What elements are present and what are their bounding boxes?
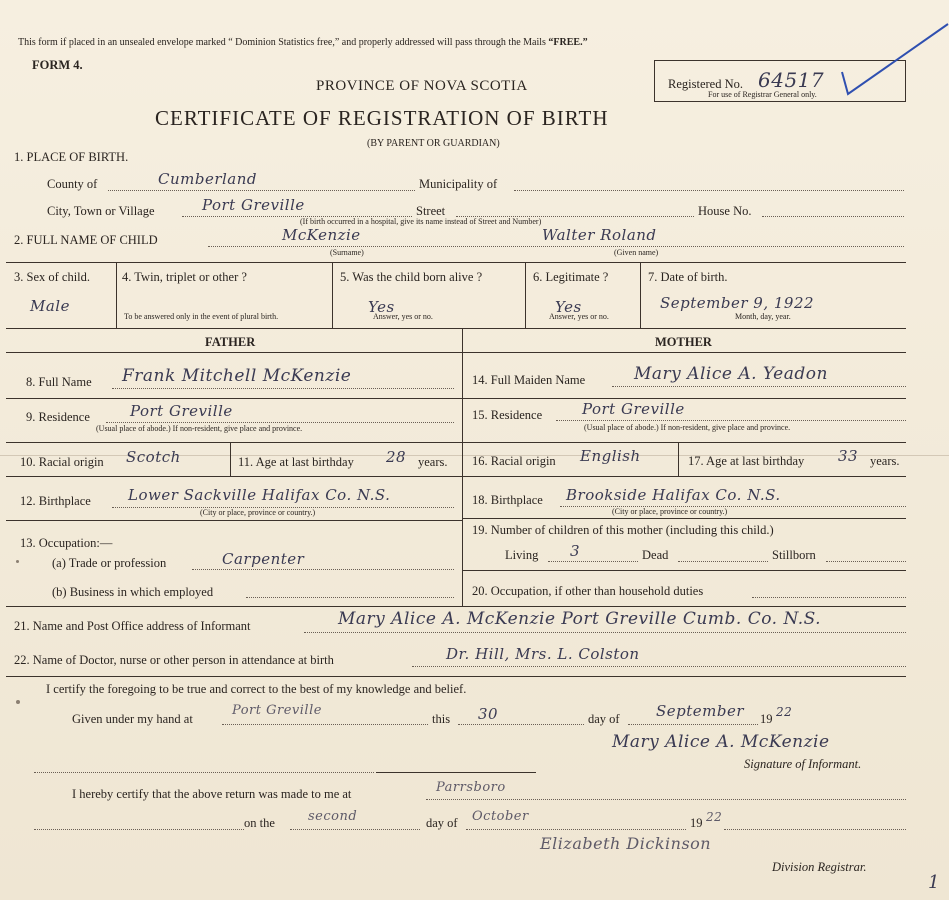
father-residence-value: Port Greville [130,402,233,420]
father-residence-line [106,422,454,423]
mother-occupation-label: 20. Occupation, if other than household duties [472,584,704,598]
living-value: 3 [570,542,581,560]
rule [6,520,462,521]
father-residence-label: 9. Residence [26,410,90,424]
county-value: Cumberland [158,170,258,188]
legitimate-value: Yes [555,298,582,316]
informant-signature-label: Signature of Informant. [744,757,862,771]
rule [6,262,906,263]
day-line [458,724,584,725]
rule [6,398,462,399]
registrar-label: Division Registrar. [772,860,867,874]
doctor-label: 22. Name of Doctor, nurse or other person in attendance at birth [14,653,334,667]
stillborn-line [826,561,906,562]
mother-race-value: English [580,447,641,465]
rule [462,328,463,606]
mother-name-line [612,386,906,387]
city-value: Port Greville [202,196,305,214]
rule [6,352,906,353]
day-value: 30 [478,705,499,723]
mother-birthplace-label: 18. Birthplace [472,493,543,507]
county-line [108,190,415,191]
punch-mark [16,700,20,704]
informant-signature: Mary Alice A. McKenzie [612,732,830,752]
form-number: FORM 4. [32,58,83,72]
father-birthplace-label: 12. Birthplace [20,494,91,508]
rule [6,676,906,677]
return-place-value: Parrsboro [436,780,506,795]
rule [6,328,906,329]
place-of-birth-heading: 1. PLACE OF BIRTH. [14,150,129,164]
given-place-line [222,724,428,725]
mother-residence-value: Port Greville [582,400,685,418]
father-heading: FATHER [205,335,256,349]
living-label: Living [505,548,539,562]
year-prefix: 19 [760,712,773,726]
mother-residence-note: (Usual place of abode.) If non-resident, give place and province. [584,423,791,432]
hospital-note: (If birth occurred in a hospital, give its name instead of Street and Number) [300,217,542,226]
mother-residence-label: 15. Residence [472,408,543,422]
legitimate-note: Answer, yes or no. [549,312,609,321]
rule [230,442,231,476]
father-trade-line [192,569,454,570]
child-surname: McKenzie [282,226,361,244]
dob-value: September 9, 1922 [660,294,815,312]
sex-label: 3. Sex of child. [14,270,91,284]
registered-number: 64517 [758,68,825,92]
father-age-label: 11. Age at last birthday [238,455,354,469]
rule [332,262,333,328]
house-label: House No. [698,204,752,218]
year2-value: 22 [706,810,723,824]
dead-label: Dead [642,548,669,562]
mother-name-value: Mary Alice A. Yeadon [634,364,828,384]
doctor-line [412,666,906,667]
municipality-label: Municipality of [419,177,498,191]
street-label: Street [416,204,446,218]
legitimate-label: 6. Legitimate ? [533,270,609,284]
father-name-line [112,388,454,389]
county-label: County of [47,177,98,191]
rule [678,442,679,476]
year2-line [724,829,906,830]
rule [6,442,462,443]
month-value: September [656,702,745,720]
informant-blank-line [34,772,374,773]
certify-statement: I certify the foregoing to be true and correct to the best of my knowledge and belief. [46,682,467,696]
rule [462,518,906,519]
dead-line [678,561,768,562]
mother-years: years. [870,454,900,468]
father-trade-label: (a) Trade or profession [52,556,167,570]
surname-note: (Surname) [330,248,364,257]
mail-notice-text: This form if placed in an unsealed envelope marked “ Dominion Statistics free,” and properly addressed will pass through the Mails [18,37,546,48]
house-line [762,216,904,217]
registered-label: Registered No. [668,77,743,91]
mother-race-label: 16. Racial origin [472,454,556,468]
mother-age-label: 17. Age at last birthday [688,454,805,468]
registrar-use-note: For use of Registrar General only. [708,90,817,99]
rule [462,398,906,399]
father-trade-value: Carpenter [222,550,305,568]
rule [6,606,906,607]
mail-notice [18,37,588,48]
doctor-value: Dr. Hill, Mrs. L. Colston [446,645,640,663]
on-blank-line [34,829,244,830]
mother-residence-line [556,420,906,421]
on-the-label: on the [244,816,275,830]
living-line [548,561,638,562]
alive-value: Yes [368,298,395,316]
check-mark-icon [812,20,949,100]
dob-label: 7. Date of birth. [648,270,728,284]
twin-label: 4. Twin, triplet or other ? [122,270,247,284]
day-of-label: day of [588,712,620,726]
mother-name-label: 14. Full Maiden Name [472,373,586,387]
rule [376,772,536,773]
registrar-signature: Elizabeth Dickinson [540,834,712,853]
year-value: 22 [776,705,793,719]
mother-birthplace-note: (City or place, province or country.) [612,507,728,516]
municipality-line [514,190,904,191]
punch-mark [16,560,19,563]
on-the-line [290,829,420,830]
mother-occupation-line [752,597,906,598]
rule [116,262,117,328]
stillborn-label: Stillborn [772,548,816,562]
father-race-value: Scotch [126,448,181,466]
year2-prefix: 19 [690,816,703,830]
sex-value: Male [30,297,70,315]
father-business-line [246,597,454,598]
children-label: 19. Number of children of this mother (including this child.) [472,523,774,537]
father-birthplace-note: (City or place, province or country.) [200,508,316,517]
certificate-subtitle: (BY PARENT OR GUARDIAN) [367,138,500,149]
given-name-note: (Given name) [614,248,659,257]
father-name-value: Frank Mitchell McKenzie [122,366,352,386]
day-of2-label: day of [426,816,458,830]
father-name-label: 8. Full Name [26,375,92,389]
province-heading: PROVINCE OF NOVA SCOTIA [316,78,528,94]
alive-note: Answer, yes or no. [373,312,433,321]
child-name-line [208,246,904,247]
father-years: years. [418,455,448,469]
given-under-label: Given under my hand at [72,712,193,726]
rule [462,442,906,443]
rule [462,476,906,477]
return-label: I hereby certify that the above return was made to me at [72,787,352,801]
father-age-value: 28 [386,448,407,466]
father-birthplace-value: Lower Sackville Halifax Co. N.S. [128,486,391,504]
informant-line [304,632,906,633]
month-line [628,724,758,725]
rule [6,476,462,477]
twin-note: To be answered only in the event of plural birth. [124,312,279,321]
mother-birthplace-value: Brookside Halifax Co. N.S. [566,486,781,504]
mail-notice-free: “FREE.” [548,37,588,48]
rule [462,570,906,571]
child-given-name: Walter Roland [542,226,657,244]
month2-line [466,829,686,830]
mother-heading: MOTHER [655,335,712,349]
on-the-value: second [308,809,358,824]
alive-label: 5. Was the child born alive ? [340,270,483,284]
father-residence-note: (Usual place of abode.) If non-resident, give place and province. [96,424,303,433]
father-occupation-label: 13. Occupation:— [20,536,113,550]
mother-age-value: 33 [838,447,859,465]
this-label: this [432,712,451,726]
month2-value: October [472,809,529,824]
city-label: City, Town or Village [47,204,155,218]
rule [525,262,526,328]
rule [640,262,641,328]
margin-mark: 1 [928,872,940,893]
informant-value: Mary Alice A. McKenzie Port Greville Cumb. Co. N.S. [338,609,822,629]
given-place-value: Port Greville [232,703,322,718]
father-business-label: (b) Business in which employed [52,585,214,599]
dob-note: Month, day, year. [735,312,791,321]
certificate-title: CERTIFICATE OF REGISTRATION OF BIRTH [155,106,609,130]
informant-label: 21. Name and Post Office address of Informant [14,619,251,633]
father-race-label: 10. Racial origin [20,455,104,469]
child-name-label: 2. FULL NAME OF CHILD [14,233,158,247]
return-place-line [426,799,906,800]
